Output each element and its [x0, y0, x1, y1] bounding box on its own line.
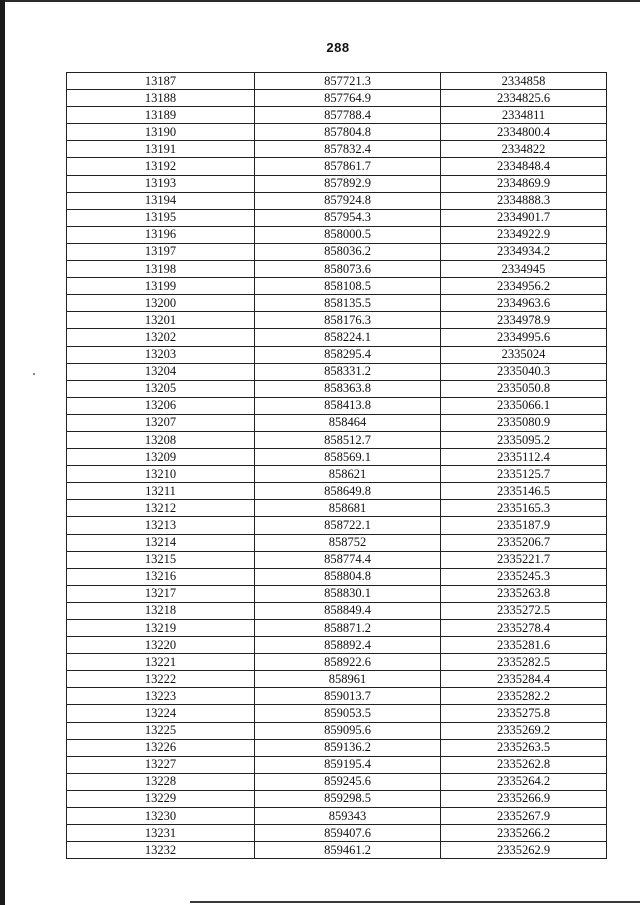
- x-coordinate-cell: 858512.7: [255, 431, 441, 448]
- x-coordinate-cell: 857721.3: [255, 73, 441, 90]
- x-coordinate-cell: 858621: [255, 466, 441, 483]
- table-row: [67, 449, 607, 466]
- table-row: [67, 278, 607, 295]
- table-row: [67, 141, 607, 158]
- page-number: 288: [326, 40, 350, 55]
- point-number-cell: 13193: [67, 175, 255, 192]
- x-coordinate-cell: 858224.1: [255, 329, 441, 346]
- x-coordinate-cell: 858135.5: [255, 295, 441, 312]
- y-coordinate-cell: 2334901.7: [441, 209, 607, 226]
- x-coordinate-cell: 859136.2: [255, 739, 441, 756]
- x-coordinate-cell: 858922.6: [255, 654, 441, 671]
- point-number-cell: 13225: [67, 722, 255, 739]
- point-number-cell: 13209: [67, 449, 255, 466]
- y-coordinate-cell: 2335269.2: [441, 722, 607, 739]
- table-row: [67, 226, 607, 243]
- x-coordinate-cell: 858804.8: [255, 568, 441, 585]
- point-number-cell: 13187: [67, 73, 255, 90]
- x-coordinate-cell: 858413.8: [255, 397, 441, 414]
- y-coordinate-cell: 2334922.9: [441, 226, 607, 243]
- table-row: [67, 722, 607, 739]
- point-number-cell: 13192: [67, 158, 255, 175]
- point-number-cell: 13199: [67, 278, 255, 295]
- point-number-cell: 13215: [67, 551, 255, 568]
- x-coordinate-cell: 858849.4: [255, 602, 441, 619]
- point-number-cell: 13223: [67, 688, 255, 705]
- table-row: [67, 671, 607, 688]
- y-coordinate-cell: 2334995.6: [441, 329, 607, 346]
- point-number-cell: 13203: [67, 346, 255, 363]
- y-coordinate-cell: 2334811: [441, 107, 607, 124]
- point-number-cell: 13200: [67, 295, 255, 312]
- y-coordinate-cell: 2335272.5: [441, 602, 607, 619]
- scan-edge-top: [0, 0, 640, 2]
- table-row: [67, 158, 607, 175]
- y-coordinate-cell: 2335024: [441, 346, 607, 363]
- x-coordinate-cell: 858722.1: [255, 517, 441, 534]
- table-row: [67, 705, 607, 722]
- x-coordinate-cell: 858871.2: [255, 620, 441, 637]
- y-coordinate-cell: 2335282.5: [441, 654, 607, 671]
- point-number-cell: 13191: [67, 141, 255, 158]
- x-coordinate-cell: 858464: [255, 414, 441, 431]
- y-coordinate-cell: 2335146.5: [441, 483, 607, 500]
- x-coordinate-cell: 859013.7: [255, 688, 441, 705]
- x-coordinate-cell: 857954.3: [255, 209, 441, 226]
- x-coordinate-cell: 859245.6: [255, 773, 441, 790]
- y-coordinate-cell: 2334956.2: [441, 278, 607, 295]
- point-number-cell: 13227: [67, 756, 255, 773]
- coordinate-table-body: [67, 73, 607, 859]
- table-row: [67, 312, 607, 329]
- y-coordinate-cell: 2335040.3: [441, 363, 607, 380]
- x-coordinate-cell: 858961: [255, 671, 441, 688]
- coordinate-table: [66, 72, 607, 859]
- y-coordinate-cell: 2335281.6: [441, 637, 607, 654]
- table-row: [67, 107, 607, 124]
- table-row: [67, 808, 607, 825]
- table-row: [67, 842, 607, 859]
- point-number-cell: 13202: [67, 329, 255, 346]
- y-coordinate-cell: 2334963.6: [441, 295, 607, 312]
- x-coordinate-cell: 858108.5: [255, 278, 441, 295]
- point-number-cell: 13220: [67, 637, 255, 654]
- point-number-cell: 13204: [67, 363, 255, 380]
- y-coordinate-cell: 2335282.2: [441, 688, 607, 705]
- point-number-cell: 13194: [67, 192, 255, 209]
- y-coordinate-cell: 2334858: [441, 73, 607, 90]
- point-number-cell: 13214: [67, 534, 255, 551]
- y-coordinate-cell: 2335112.4: [441, 449, 607, 466]
- point-number-cell: 13231: [67, 825, 255, 842]
- y-coordinate-cell: 2335050.8: [441, 380, 607, 397]
- y-coordinate-cell: 2334888.3: [441, 192, 607, 209]
- x-coordinate-cell: 859053.5: [255, 705, 441, 722]
- table-row: [67, 654, 607, 671]
- point-number-cell: 13206: [67, 397, 255, 414]
- table-row: [67, 602, 607, 619]
- table-row: [67, 329, 607, 346]
- point-number-cell: 13189: [67, 107, 255, 124]
- table-row: [67, 517, 607, 534]
- table-row: [67, 756, 607, 773]
- x-coordinate-cell: 859298.5: [255, 790, 441, 807]
- point-number-cell: 13190: [67, 124, 255, 141]
- y-coordinate-cell: 2335080.9: [441, 414, 607, 431]
- table-row: [67, 346, 607, 363]
- table-row: [67, 534, 607, 551]
- table-row: [67, 295, 607, 312]
- y-coordinate-cell: 2334848.4: [441, 158, 607, 175]
- x-coordinate-cell: 858363.8: [255, 380, 441, 397]
- y-coordinate-cell: 2335278.4: [441, 620, 607, 637]
- x-coordinate-cell: 858073.6: [255, 261, 441, 278]
- point-number-cell: 13232: [67, 842, 255, 859]
- point-number-cell: 13188: [67, 90, 255, 107]
- y-coordinate-cell: 2335125.7: [441, 466, 607, 483]
- point-number-cell: 13211: [67, 483, 255, 500]
- y-coordinate-cell: 2334825.6: [441, 90, 607, 107]
- point-number-cell: 13226: [67, 739, 255, 756]
- point-number-cell: 13218: [67, 602, 255, 619]
- point-number-cell: 13219: [67, 620, 255, 637]
- x-coordinate-cell: 857832.4: [255, 141, 441, 158]
- scan-speck: [33, 373, 35, 375]
- x-coordinate-cell: 858036.2: [255, 243, 441, 260]
- point-number-cell: 13216: [67, 568, 255, 585]
- x-coordinate-cell: 858000.5: [255, 226, 441, 243]
- x-coordinate-cell: 858569.1: [255, 449, 441, 466]
- point-number-cell: 13230: [67, 808, 255, 825]
- y-coordinate-cell: 2335221.7: [441, 551, 607, 568]
- point-number-cell: 13229: [67, 790, 255, 807]
- point-number-cell: 13195: [67, 209, 255, 226]
- x-coordinate-cell: 859095.6: [255, 722, 441, 739]
- x-coordinate-cell: 859343: [255, 808, 441, 825]
- table-row: [67, 397, 607, 414]
- table-row: [67, 483, 607, 500]
- x-coordinate-cell: 858681: [255, 500, 441, 517]
- table-row: [67, 620, 607, 637]
- x-coordinate-cell: 857924.8: [255, 192, 441, 209]
- table-row: [67, 688, 607, 705]
- y-coordinate-cell: 2335245.3: [441, 568, 607, 585]
- table-row: [67, 380, 607, 397]
- table-row: [67, 431, 607, 448]
- x-coordinate-cell: 857788.4: [255, 107, 441, 124]
- table-row: [67, 90, 607, 107]
- table-row: [67, 500, 607, 517]
- table-row: [67, 585, 607, 602]
- y-coordinate-cell: 2335262.8: [441, 756, 607, 773]
- x-coordinate-cell: 858752: [255, 534, 441, 551]
- scan-edge-bottom: [190, 901, 640, 903]
- x-coordinate-cell: 858892.4: [255, 637, 441, 654]
- table-row: [67, 773, 607, 790]
- table-row: [67, 790, 607, 807]
- y-coordinate-cell: 2335275.8: [441, 705, 607, 722]
- point-number-cell: 13210: [67, 466, 255, 483]
- point-number-cell: 13205: [67, 380, 255, 397]
- x-coordinate-cell: 858176.3: [255, 312, 441, 329]
- y-coordinate-cell: 2334934.2: [441, 243, 607, 260]
- x-coordinate-cell: 857764.9: [255, 90, 441, 107]
- y-coordinate-cell: 2335187.9: [441, 517, 607, 534]
- y-coordinate-cell: 2334945: [441, 261, 607, 278]
- point-number-cell: 13221: [67, 654, 255, 671]
- x-coordinate-cell: 859407.6: [255, 825, 441, 842]
- table-row: [67, 637, 607, 654]
- table-row: [67, 124, 607, 141]
- table-row: [67, 192, 607, 209]
- point-number-cell: 13198: [67, 261, 255, 278]
- table-row: [67, 739, 607, 756]
- table-row: [67, 175, 607, 192]
- table-row: [67, 261, 607, 278]
- x-coordinate-cell: 858331.2: [255, 363, 441, 380]
- y-coordinate-cell: 2335263.5: [441, 739, 607, 756]
- y-coordinate-cell: 2335284.4: [441, 671, 607, 688]
- y-coordinate-cell: 2334822: [441, 141, 607, 158]
- table-row: [67, 209, 607, 226]
- x-coordinate-cell: 857804.8: [255, 124, 441, 141]
- x-coordinate-cell: 857861.7: [255, 158, 441, 175]
- x-coordinate-cell: 859195.4: [255, 756, 441, 773]
- point-number-cell: 13217: [67, 585, 255, 602]
- table-row: [67, 568, 607, 585]
- x-coordinate-cell: 859461.2: [255, 842, 441, 859]
- point-number-cell: 13201: [67, 312, 255, 329]
- point-number-cell: 13213: [67, 517, 255, 534]
- point-number-cell: 13196: [67, 226, 255, 243]
- point-number-cell: 13222: [67, 671, 255, 688]
- y-coordinate-cell: 2335206.7: [441, 534, 607, 551]
- x-coordinate-cell: 858830.1: [255, 585, 441, 602]
- point-number-cell: 13207: [67, 414, 255, 431]
- x-coordinate-cell: 857892.9: [255, 175, 441, 192]
- x-coordinate-cell: 858649.8: [255, 483, 441, 500]
- table-row: [67, 551, 607, 568]
- table-row: [67, 243, 607, 260]
- y-coordinate-cell: 2335263.8: [441, 585, 607, 602]
- y-coordinate-cell: 2335262.9: [441, 842, 607, 859]
- y-coordinate-cell: 2335165.3: [441, 500, 607, 517]
- table-row: [67, 414, 607, 431]
- table-row: [67, 466, 607, 483]
- point-number-cell: 13228: [67, 773, 255, 790]
- point-number-cell: 13197: [67, 243, 255, 260]
- point-number-cell: 13208: [67, 431, 255, 448]
- y-coordinate-cell: 2335266.9: [441, 790, 607, 807]
- scan-edge-left: [0, 0, 5, 905]
- point-number-cell: 13224: [67, 705, 255, 722]
- y-coordinate-cell: 2335066.1: [441, 397, 607, 414]
- table-row: [67, 73, 607, 90]
- table-row: [67, 363, 607, 380]
- y-coordinate-cell: 2334869.9: [441, 175, 607, 192]
- x-coordinate-cell: 858774.4: [255, 551, 441, 568]
- y-coordinate-cell: 2335267.9: [441, 808, 607, 825]
- table-row: [67, 825, 607, 842]
- y-coordinate-cell: 2335266.2: [441, 825, 607, 842]
- x-coordinate-cell: 858295.4: [255, 346, 441, 363]
- y-coordinate-cell: 2334978.9: [441, 312, 607, 329]
- y-coordinate-cell: 2334800.4: [441, 124, 607, 141]
- point-number-cell: 13212: [67, 500, 255, 517]
- y-coordinate-cell: 2335095.2: [441, 431, 607, 448]
- y-coordinate-cell: 2335264.2: [441, 773, 607, 790]
